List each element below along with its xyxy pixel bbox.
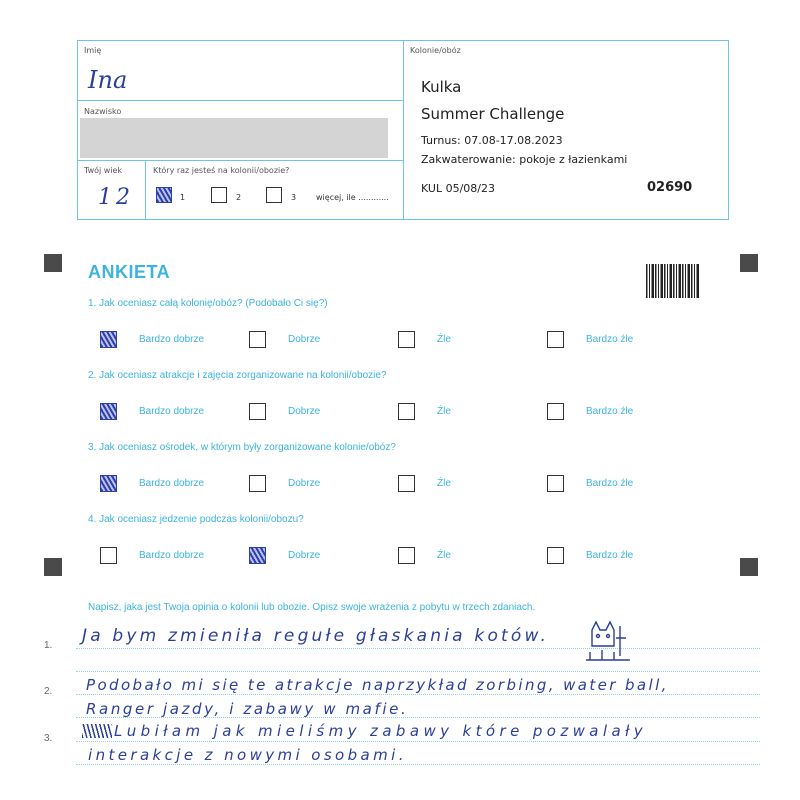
question-4-option-1-checkbox[interactable] <box>100 547 117 564</box>
question-2-option-1-label: Bardzo dobrze <box>139 406 205 417</box>
question-2-option-4-checkbox[interactable] <box>547 403 564 420</box>
times-option-1-label: 1 <box>180 193 186 202</box>
question-3-option-3-label: Źle <box>437 478 451 489</box>
handwritten-line-1[interactable]: Ja bym zmieniła regułe głaskania kotów. <box>82 626 550 646</box>
accommodation-text: Zakwaterowanie: pokoje z łazienkami <box>421 153 628 166</box>
question-3-option-4-label: Bardzo źle <box>586 478 634 489</box>
line-number-2: 2. <box>44 686 53 697</box>
times-option-1-checkbox[interactable] <box>156 187 172 203</box>
line-number-1: 1. <box>44 640 53 651</box>
answer-line <box>76 764 760 765</box>
answer-line <box>76 741 760 742</box>
question-1-option-1-label: Bardzo dobrze <box>139 334 205 345</box>
barcode <box>646 264 700 298</box>
handwritten-line-5[interactable]: interakcje z nowymi osobami. <box>88 746 407 764</box>
question-3-option-3-checkbox[interactable] <box>398 475 415 492</box>
question-2-option-2-checkbox[interactable] <box>249 403 266 420</box>
times-more-label: więcej, ile ............ <box>316 193 389 202</box>
header-divider-name <box>77 100 403 101</box>
answer-line <box>76 648 760 649</box>
registration-marker-top-left <box>44 254 62 272</box>
line-number-3: 3. <box>44 733 53 744</box>
first-name-value[interactable]: Ina <box>88 66 128 94</box>
turnus-text: Turnus: 07.08-17.08.2023 <box>421 134 563 147</box>
question-1-option-4-label: Bardzo źle <box>586 334 634 345</box>
times-option-3-label: 3 <box>291 193 297 202</box>
question-1-option-3-label: Źle <box>437 334 451 345</box>
question-4-option-2-checkbox[interactable] <box>249 547 266 564</box>
times-label: Który raz jesteś na kolonii/obozie? <box>153 166 290 175</box>
question-2-option-1-checkbox[interactable] <box>100 403 117 420</box>
camp-name-line1: Kulka <box>421 78 462 96</box>
question-2-option-4-label: Bardzo źle <box>586 406 634 417</box>
question-2-text: 2. Jak oceniasz atrakcje i zajęcia zorganizowane na kolonii/obozie? <box>88 370 387 381</box>
question-2-option-2-label: Dobrze <box>288 406 321 417</box>
handwritten-line-3[interactable]: Ranger jazdy, i zabawy w mafie. <box>86 700 409 718</box>
registration-marker-bottom-left <box>44 558 62 576</box>
camp-label: Kolonie/obóz <box>410 46 461 55</box>
question-3-text: 3. Jak oceniasz ośrodek, w którym były zorganizowane kolonie/obóz? <box>88 442 396 453</box>
registration-marker-bottom-right <box>740 558 758 576</box>
question-1-option-3-checkbox[interactable] <box>398 331 415 348</box>
cat-doodle <box>582 616 632 664</box>
times-option-2-label: 2 <box>236 193 242 202</box>
question-3-option-4-checkbox[interactable] <box>547 475 564 492</box>
question-1-option-2-checkbox[interactable] <box>249 331 266 348</box>
first-name-label: Imię <box>84 46 102 55</box>
header-divider-age-col <box>145 160 146 220</box>
age-value[interactable]: 12 <box>98 185 134 210</box>
question-1-option-4-checkbox[interactable] <box>547 331 564 348</box>
question-4-text: 4. Jak oceniasz jedzenie podczas kolonii/obozu? <box>88 514 304 525</box>
question-1-option-2-label: Dobrze <box>288 334 321 345</box>
survey-title: ANKIETA <box>88 262 171 282</box>
last-name-label: Nazwisko <box>84 107 122 116</box>
camp-code: KUL 05/08/23 <box>421 182 495 195</box>
question-3-option-1-label: Bardzo dobrze <box>139 478 205 489</box>
registration-marker-top-right <box>740 254 758 272</box>
handwritten-line-4[interactable]: Lubiłam jak mieliśmy zabawy które pozwalały <box>114 722 648 740</box>
question-4-option-4-checkbox[interactable] <box>547 547 564 564</box>
camp-name-line2: Summer Challenge <box>421 105 565 123</box>
question-4-option-3-label: Źle <box>437 550 451 561</box>
times-option-2-checkbox[interactable] <box>211 187 227 203</box>
question-4-option-2-label: Dobrze <box>288 550 321 561</box>
answer-line <box>76 671 760 672</box>
question-4-option-3-checkbox[interactable] <box>398 547 415 564</box>
answer-line <box>76 694 760 695</box>
last-name-redacted <box>80 118 388 158</box>
question-1-text: 1. Jak oceniasz całą kolonię/obóz? (Podobało Ci się?) <box>88 298 328 309</box>
age-label: Twój wiek <box>84 166 123 175</box>
form-number: 02690 <box>647 180 693 195</box>
header-divider-vertical <box>403 40 404 220</box>
question-4-option-4-label: Bardzo źle <box>586 550 634 561</box>
question-3-option-2-checkbox[interactable] <box>249 475 266 492</box>
question-1-option-1-checkbox[interactable] <box>100 331 117 348</box>
times-option-3-checkbox[interactable] <box>266 187 282 203</box>
scribble-mark <box>82 724 112 738</box>
opinion-prompt: Napisz, jaka jest Twoja opinia o kolonii lub obozie. Opisz swoje wrażenia z pobytu w trzech zdaniach. <box>88 602 536 613</box>
question-4-option-1-label: Bardzo dobrze <box>139 550 205 561</box>
question-3-option-2-label: Dobrze <box>288 478 321 489</box>
question-2-option-3-label: Źle <box>437 406 451 417</box>
handwritten-line-2[interactable]: Podobało mi się te atrakcje naprzykład zorbing, water ball, <box>86 676 669 694</box>
question-3-option-1-checkbox[interactable] <box>100 475 117 492</box>
question-2-option-3-checkbox[interactable] <box>398 403 415 420</box>
header-divider-age <box>77 160 403 161</box>
